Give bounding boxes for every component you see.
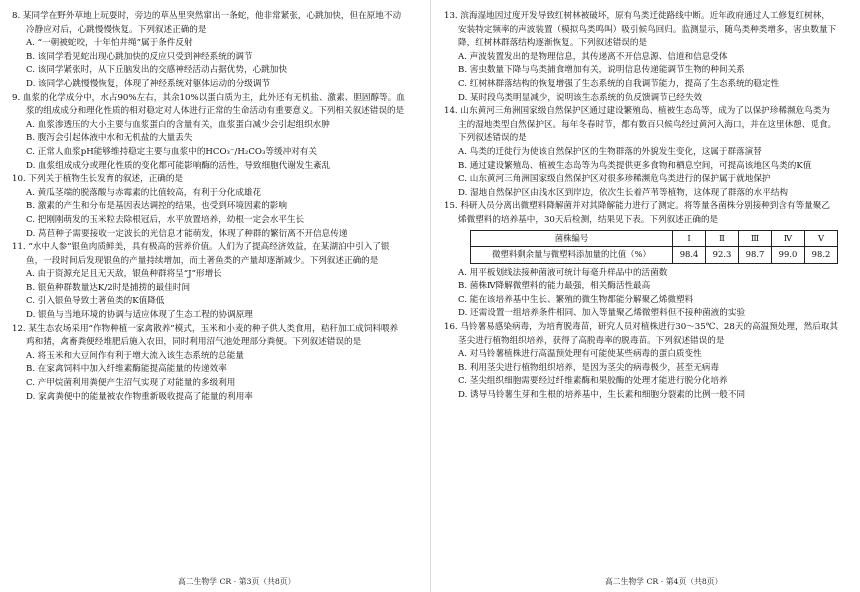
table-header-cell: Ⅱ xyxy=(706,230,739,247)
option-d: D. 血浆组成成分或理化性质的变化都可能影响酶的活性，导致细胞代谢发生紊乱 xyxy=(26,160,331,171)
question-16 xyxy=(444,321,838,403)
option-a: A. 声波装置发出的是物理信息，其传递离不开信息源、信道和信息受体 xyxy=(458,51,728,62)
table-header-cell: Ⅴ xyxy=(804,230,837,247)
question-stem: 8. 某同学在野外草地上玩耍时，旁边的草丛里突然窜出一条蛇，他非常紧张，心跳加快，但在原地不动冷静应对后，心跳慢慢恢复。下列叙述正确的是 xyxy=(12,11,402,35)
option-a: A. 鸟类的迁徙行为使该自然保护区的生物群落的外貌发生变化，这属于群落演替 xyxy=(458,146,762,157)
question-stem: 12. 某生态农场采用“作物种植一家禽散养”模式，玉米和小麦的种子供人类食用，秸秆加工成饲料喂养鸡和猪，禽畜粪便经堆肥后施入农田，同时利用沼气池处理部分粪便。下列叙述错误的是 xyxy=(12,323,399,348)
question-stem: 15. 科研人员分离出微塑料降解菌并对其降解能力进行了测定。将等量各菌株分别接种到含有等量聚乙烯微塑料的培养基中，30天后检测，结果见下表。下列叙述正确的是 xyxy=(444,201,830,225)
option-d: D. 该同学心跳慢慢恢复，体现了神经系统对躯体运动的分级调节 xyxy=(26,78,271,89)
table-cell: 98.4 xyxy=(673,247,706,264)
option-c: C. 把刚刚萌发的玉米粒去除根冠后，水平放置培养，幼根一定会水平生长 xyxy=(26,214,305,225)
right-page xyxy=(444,10,838,403)
column-divider xyxy=(430,0,431,592)
question-stem: 9. 血浆的化学成分中，水占90%左右，其余10%以蛋白质为主，此外还有无机盐、激素、胆固醇等。血浆的组成成分和理化性质的相对稳定对人体进行正常的生命活动有重要意义。下列相关叙述错误的是 xyxy=(12,92,405,117)
option-a: A. 用平板划线法接种菌液可统计每毫升样品中的活菌数 xyxy=(458,267,668,278)
option-c: C. 茎尖组织细胞需要经过纤维素酶和果胶酶的处理才能进行脱分化培养 xyxy=(458,376,728,387)
table-header-row xyxy=(471,230,838,247)
option-b: B. 通过建设繁殖岛、植被生态岛等为鸟类提供更多食物和栖息空间，可提高该地区鸟类的K值 xyxy=(458,160,812,171)
question-stem: 14. 山东黄河三角洲国家级自然保护区通过建设繁殖岛、植被生态岛等，成为了以保护珍稀濒危鸟类为主的湿地类型自然保护区。每年冬春时节，都有数百只候鸟经过黄河入海口，并在这里休憩、觅食。下列叙述错误的是 xyxy=(444,106,837,144)
option-a: A. 黄瓜茎端的脱落酸与赤霉素的比值较高，有利于分化成雄花 xyxy=(26,187,262,198)
table-cell: 98.2 xyxy=(804,247,837,264)
question-9 xyxy=(12,92,406,174)
option-d: D. 还需设置一组培养条件相同、加入等量聚乙烯微塑料但不接种菌液的实验 xyxy=(458,308,746,319)
question-8 xyxy=(12,10,406,92)
question-stem: 10. 下列关于植物生长发育的叙述，正确的是 xyxy=(12,174,184,185)
option-b: B. 在家禽饲料中加入纤维素酶能提高能量的传递效率 xyxy=(26,364,227,375)
question-10 xyxy=(12,173,406,241)
option-d: D. 家禽粪便中的能量被农作物重新吸收提高了能量的利用率 xyxy=(26,391,253,402)
question-14 xyxy=(444,105,838,200)
option-b: B. 害虫数量下降与鸟类捕食增加有关，说明信息传递能调节生物的种间关系 xyxy=(458,65,745,76)
question-stem: 13. 滨海湿地因过度开发导致红树林被破坏，原有鸟类迁徙路线中断。近年政府通过人工修复红树林，安装特定频率的声波装置（模拟鸟类鸣叫）吸引候鸟回归。监测显示，随鸟类种类增多，害虫数量下降，红树林群落结构逐渐恢复。下列叙述错误的是 xyxy=(444,11,837,49)
table-cell: 98.7 xyxy=(739,247,772,264)
page-footer-left: 高二生物学 CR · 第3页（共8页） xyxy=(178,577,296,586)
option-c: C. 红树林群落结构的恢复增强了生态系统的自我调节能力，提高了生态系统的稳定性 xyxy=(458,78,780,89)
table-header-label: 菌株编号 xyxy=(471,230,673,247)
option-a: A. 由于资源充足且无天敌，银鱼种群将呈“J”形增长 xyxy=(26,269,222,280)
table-row-label: 微塑料剩余量与微塑料添加量的比值（%） xyxy=(471,247,673,264)
option-a: A. 对马铃薯植株进行高温预处理有可能使某些病毒的蛋白质变性 xyxy=(458,349,702,360)
question-11 xyxy=(12,241,406,323)
option-d: D. 莴苣种子需要接收一定波长的光信息才能萌发，体现了种群的繁衍离不开信息传递 xyxy=(26,228,348,239)
option-b: B. 该同学看见蛇出现心跳加快的反应只受到神经系统的调节 xyxy=(26,51,253,62)
table-cell: 92.3 xyxy=(706,247,739,264)
option-c: C. 能在该培养基中生长、繁殖的微生物都能分解聚乙烯微塑料 xyxy=(458,294,694,305)
option-c: C. 引入银鱼导致土著鱼类的K值降低 xyxy=(26,296,165,307)
left-page xyxy=(12,10,406,404)
option-b: B. 腹泻会引起体液中水和无机盐的大量丢失 xyxy=(26,133,193,144)
option-d: D. 银鱼与当地环境的协调与适应体现了生态工程的协调原理 xyxy=(26,310,253,321)
option-a: A. 将玉米和大豆间作有利于增大流入该生态系统的总能量 xyxy=(26,350,244,361)
table-header-cell: Ⅳ xyxy=(771,230,804,247)
option-b: B. 银鱼种群数量达K/2时是捕捞的最佳时间 xyxy=(26,282,191,293)
option-d: D. 诱导马铃薯生芽和生根的培养基中，生长素和细胞分裂素的比例一般不同 xyxy=(458,390,746,401)
option-c: C. 正常人血浆pH能够维持稳定主要与血浆中的HCO₃⁻/H₂CO₃等缓冲对有关 xyxy=(26,146,317,157)
option-b: B. 利用茎尖进行植物组织培养，是因为茎尖的病毒极少，甚至无病毒 xyxy=(458,362,719,373)
option-c: C. 山东黄河三角洲国家级自然保护区对很多珍稀濒危鸟类进行的保护属于就地保护 xyxy=(458,174,771,185)
question-stem: 16. 马铃薯易感染病毒，为培育脱毒苗，研究人员对植株进行30～35℃、28天的高温预处理，然后取其茎尖进行植物组织培养，获得了高脱毒率的脱毒苗。下列叙述错误的是 xyxy=(444,322,838,346)
table-cell: 99.0 xyxy=(771,247,804,264)
question-stem: 11. “水中人参”银鱼肉质鲜美，具有极高的营养价值。人们为了提高经济效益，在某湖泊中引入了银鱼，一段时间后发现银鱼的产量持续增加，而土著鱼类的产量却逐渐减少。下列叙述正确的是 xyxy=(12,242,390,266)
question-12 xyxy=(12,323,406,405)
option-c: C. 该同学紧张时，从下丘脑发出的交感神经活动占据优势，心跳加快 xyxy=(26,65,287,76)
strain-table xyxy=(470,230,838,264)
option-c: C. 产甲烷菌利用粪便产生沼气实现了对能量的多级利用 xyxy=(26,378,236,389)
option-a: A. “一朝被蛇咬，十年怕井绳”属于条件反射 xyxy=(26,38,193,49)
option-d: D. 湿地自然保护区由浅水区到岸边，依次生长着芦苇等植物，这体现了群落的水平结构 xyxy=(458,187,789,198)
option-b: B. 菌株Ⅳ降解微塑料的能力最强，相关酶活性最高 xyxy=(458,281,651,292)
table-header-cell: Ⅲ xyxy=(739,230,772,247)
option-d: D. 某时段鸟类明显减少，说明该生态系统的负反馈调节已经失效 xyxy=(458,92,703,103)
question-13 xyxy=(444,10,838,105)
option-a: A. 血浆渗透压的大小主要与血浆蛋白的含量有关，血浆蛋白减少会引起组织水肿 xyxy=(26,119,330,130)
option-b: B. 激素的产生和分布是基因表达调控的结果，也受到环境因素的影响 xyxy=(26,201,287,212)
question-15 xyxy=(444,200,838,321)
table-header-cell: Ⅰ xyxy=(673,230,706,247)
table-row xyxy=(471,247,838,264)
page-footer-right: 高二生物学 CR · 第4页（共8页） xyxy=(605,577,723,586)
